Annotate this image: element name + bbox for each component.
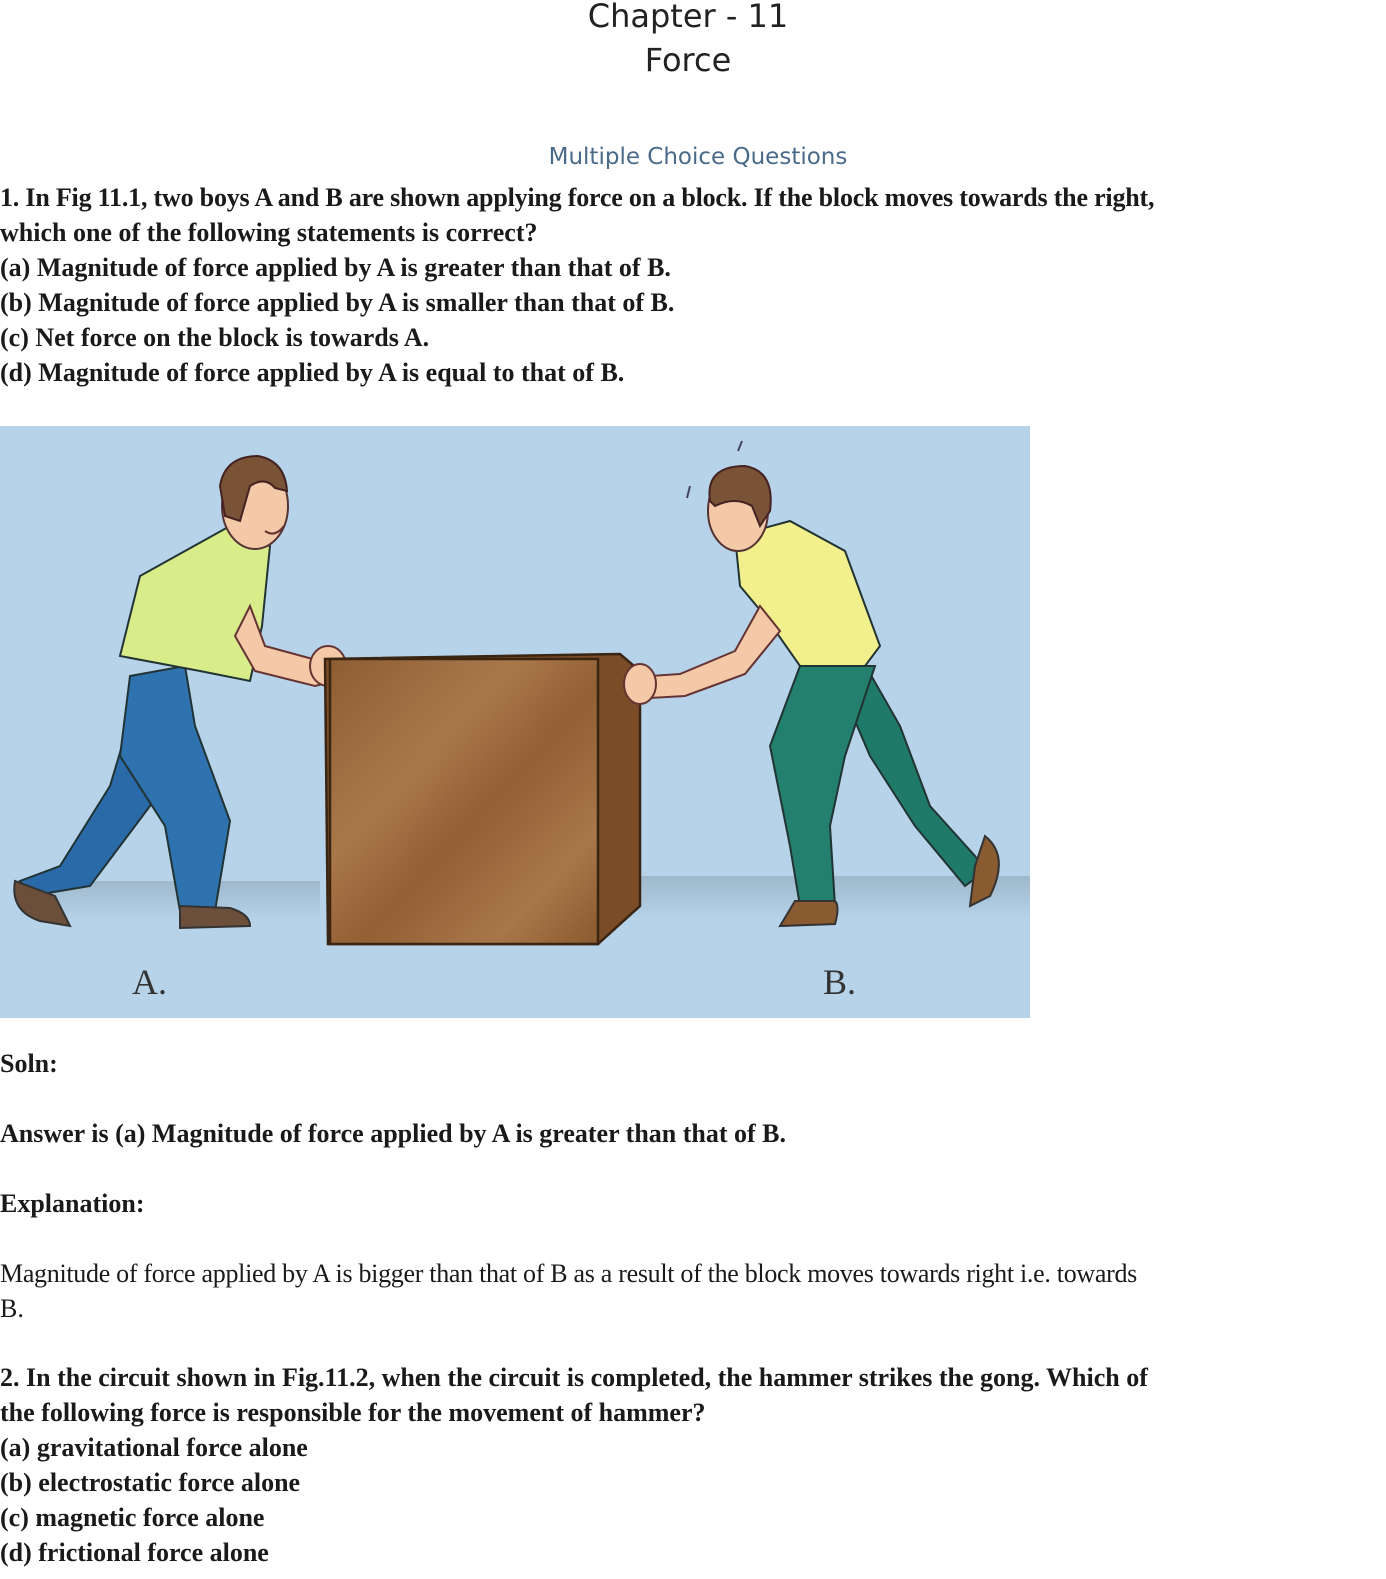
figure-label-a: A.	[132, 962, 167, 1002]
question-2-option-b: (b) electrostatic force alone	[0, 1468, 301, 1497]
question-2-text-line-2: the following force is responsible for the movement of hammer?	[0, 1398, 706, 1427]
question-1-option-c: (c) Net force on the block is towards A.	[0, 323, 430, 352]
block	[325, 654, 640, 944]
section-heading: Multiple Choice Questions	[548, 144, 848, 170]
explanation-label: Explanation:	[0, 1189, 145, 1218]
explanation-text-line-1: Magnitude of force applied by A is bigger than that of B as a result of the block moves towards right i.e. towards	[0, 1259, 1137, 1288]
chapter-title: Force	[644, 41, 732, 79]
figure-illustration	[0, 426, 1030, 1018]
figure-label-b: B.	[823, 962, 857, 1002]
question-1-option-a: (a) Magnitude of force applied by A is greater than that of B.	[0, 253, 671, 282]
solution-label: Soln:	[0, 1049, 58, 1078]
figure-boys-pushing-block	[0, 426, 1030, 1018]
question-2-option-c: (c) magnetic force alone	[0, 1503, 265, 1532]
question-2-option-d: (d) frictional force alone	[0, 1538, 269, 1567]
chapter-number: Chapter - 11	[587, 0, 789, 35]
question-1-option-d: (d) Magnitude of force applied by A is equal to that of B.	[0, 358, 625, 387]
question-2-option-a: (a) gravitational force alone	[0, 1433, 308, 1462]
question-1-text-line-2: which one of the following statements is correct?	[0, 218, 538, 247]
question-1-option-b: (b) Magnitude of force applied by A is smaller than that of B.	[0, 288, 675, 317]
answer-text: Answer is (a) Magnitude of force applied by A is greater than that of B.	[0, 1119, 787, 1148]
explanation-text-line-2: B.	[0, 1294, 24, 1323]
question-1-text-line-1: 1. In Fig 11.1, two boys A and B are shown applying force on a block. If the block moves towards the right,	[0, 183, 1155, 212]
question-2-text-line-1: 2. In the circuit shown in Fig.11.2, when the circuit is completed, the hammer strikes the gong. Which of	[0, 1363, 1148, 1392]
